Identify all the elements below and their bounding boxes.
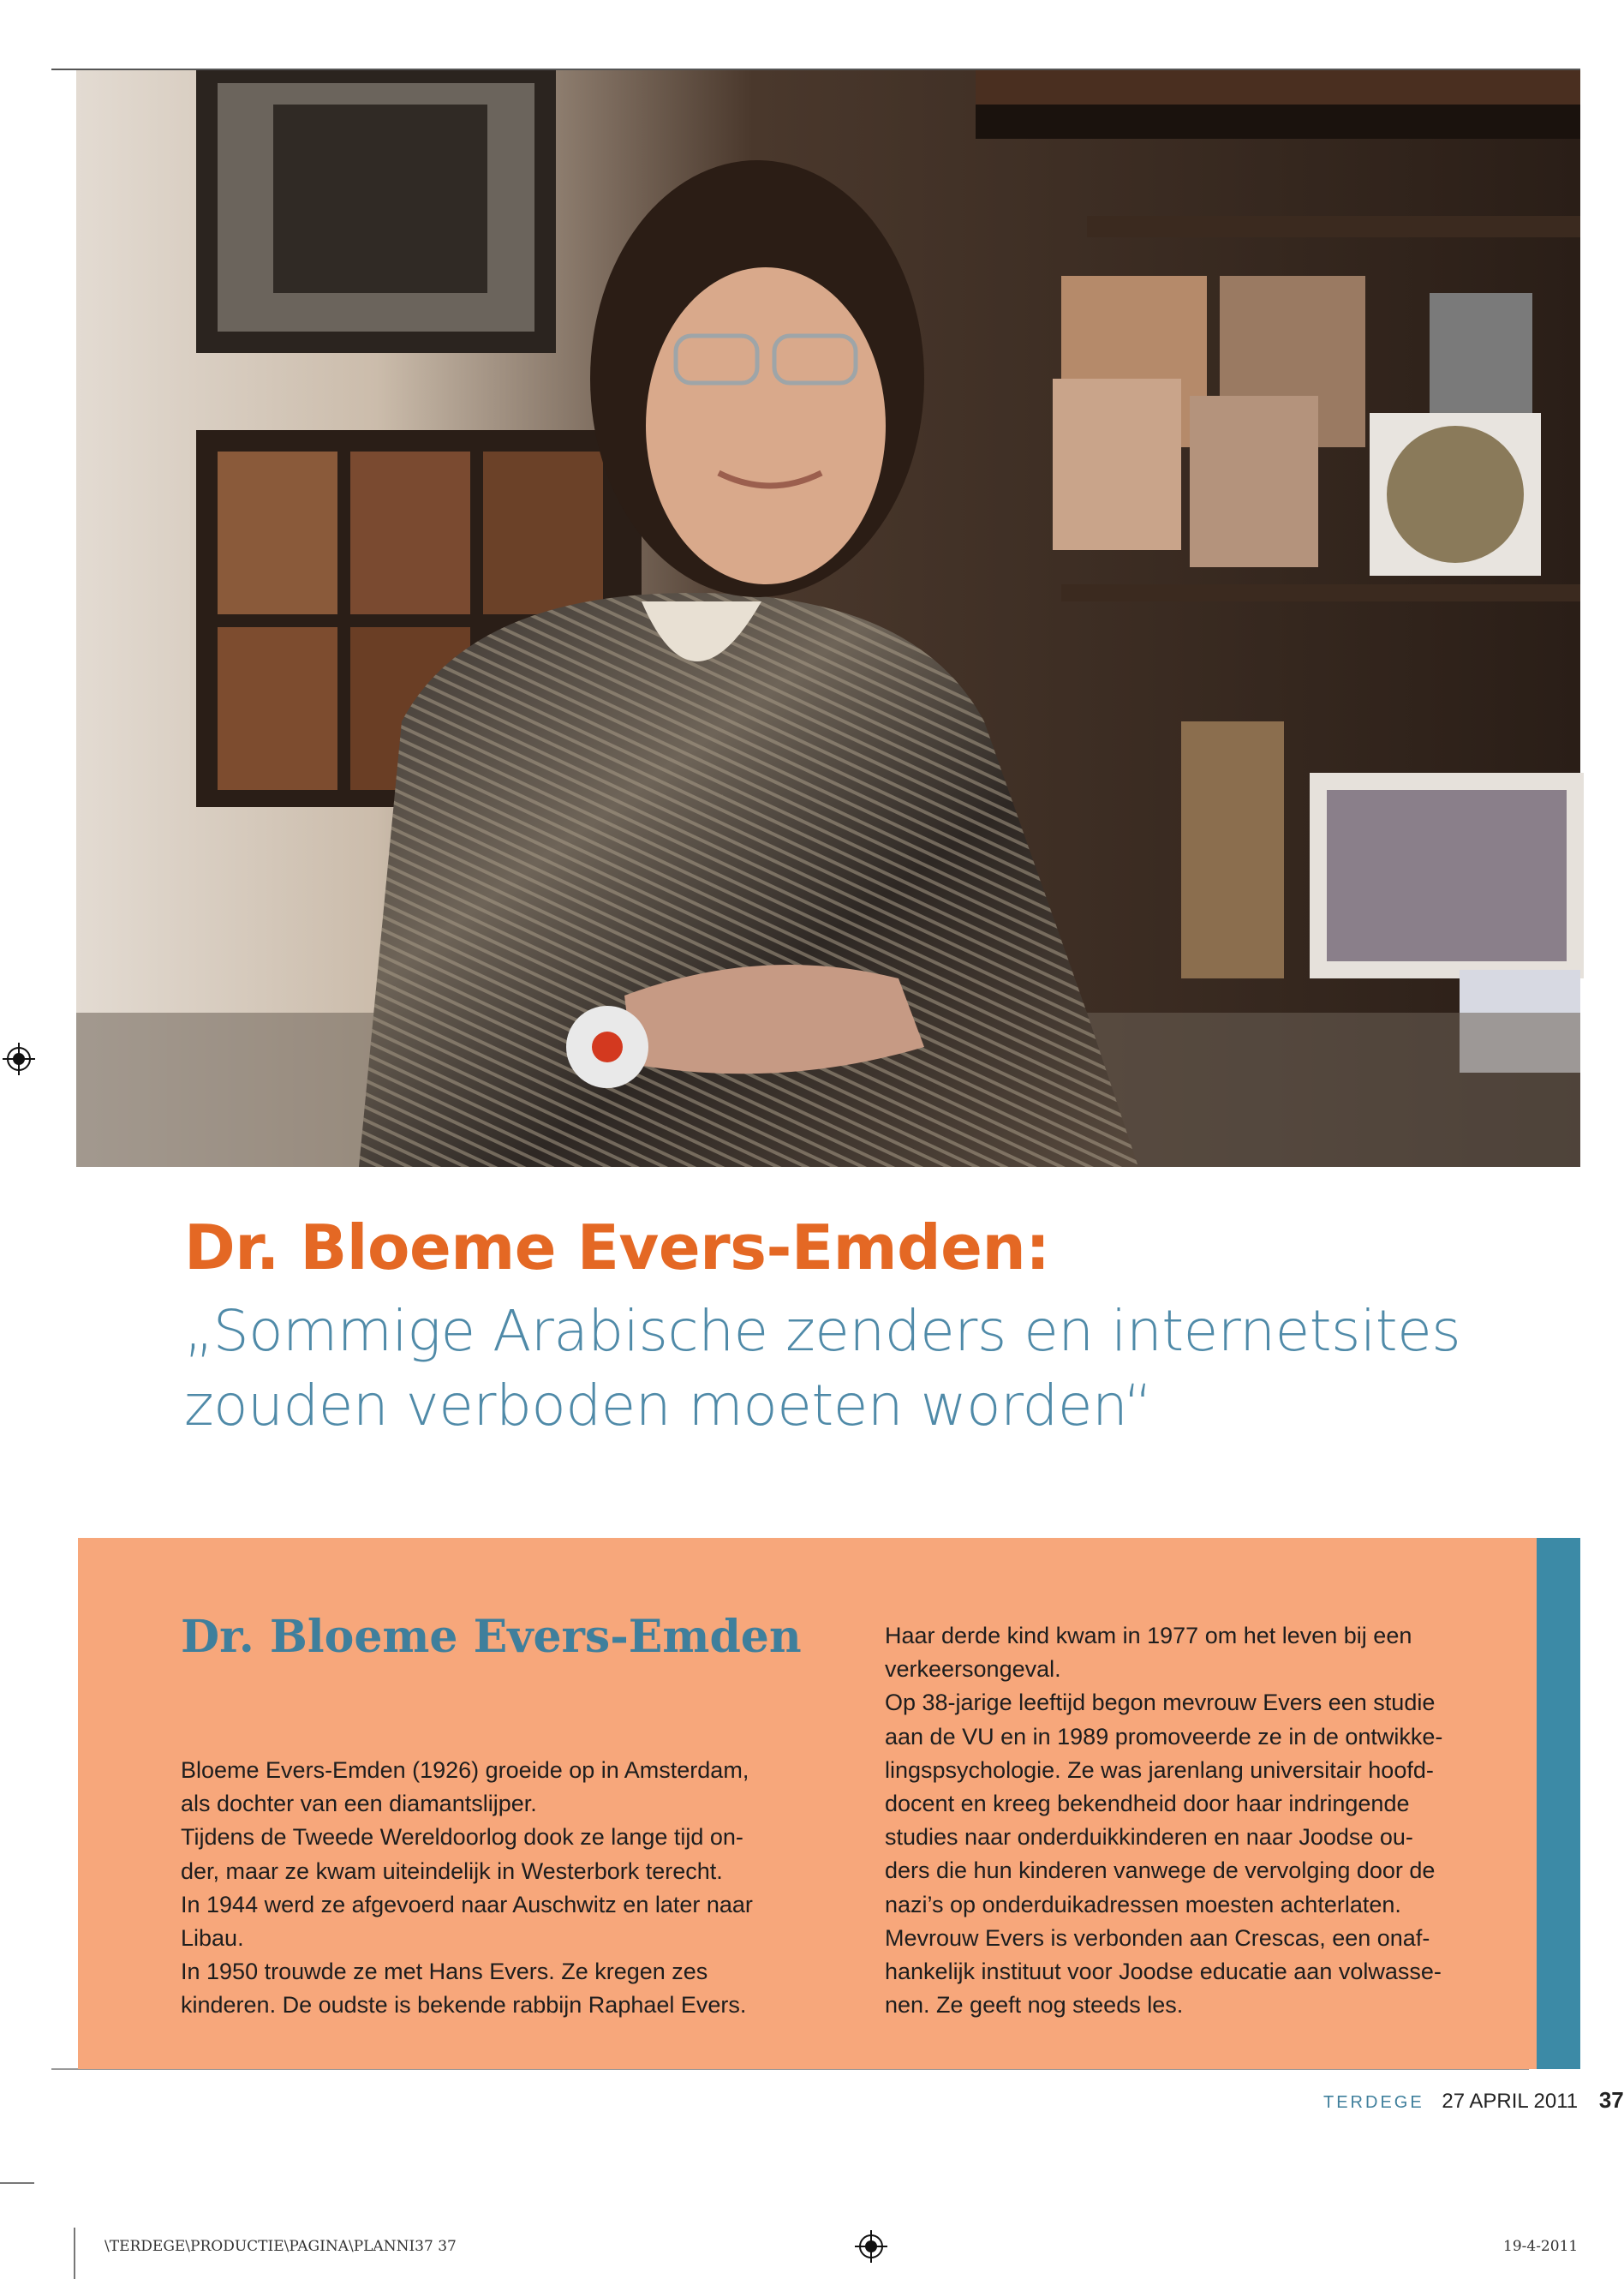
page-footer: [1323, 2087, 1624, 2114]
registration-mark-left: [3, 1043, 35, 1075]
text-line: nen. Ze geeft nog steeds les.: [885, 1992, 1184, 2019]
text-line: Op 38-jarige leeftijd begon mevrouw Evers een studie: [885, 1690, 1436, 1716]
text-line: verkeersongeval.: [885, 1656, 1061, 1683]
page-number: 37: [1598, 2087, 1624, 2113]
section-tab: [1537, 1538, 1580, 2069]
text-line: docent en kreeg bekendheid door haar indringende: [885, 1791, 1410, 1817]
biography-box: [78, 1538, 1537, 2069]
text-line: In 1950 trouwde ze met Hans Evers. Ze kregen zes: [181, 1959, 708, 1985]
text-line: kinderen. De oudste is bekende rabbijn Raphael Evers.: [181, 1992, 747, 2019]
issue-date: 27 APRIL 2011: [1442, 2090, 1579, 2113]
text-line: als dochter van een diamantslijper.: [181, 1791, 537, 1817]
text-line: In 1944 werd ze afgevoerd naar Auschwitz en later naar: [181, 1891, 753, 1917]
text-line: Mevrouw Evers is verbonden aan Crescas, een onaf-: [885, 1924, 1430, 1951]
text-line: studies naar onderduikkinderen en naar Joodse ou-: [885, 1824, 1413, 1851]
text-line: Libau.: [181, 1925, 244, 1952]
text-line: Bloeme Evers-Emden (1926) groeide op in Amsterdam,: [181, 1757, 749, 1783]
text-line: Tijdens de Tweede Wereldoorlog dook ze lange tijd on-: [181, 1824, 743, 1851]
biography-column-right: [885, 1619, 1519, 2022]
text-line: hankelijk instituut voor Joodse educatie aan volwasse-: [885, 1959, 1442, 1985]
registration-mark-bottom: [855, 2230, 887, 2263]
text-line: aan de VU en in 1989 promoveerde ze in de ontwikke-: [885, 1723, 1443, 1750]
portrait-photo: [76, 70, 1580, 1167]
print-date: 19-4-2011: [1503, 2238, 1579, 2255]
print-slug: \TERDEGE\PRODUCTIE\PAGINA\PLANNI37 37: [104, 2238, 457, 2255]
text-line: nazi’s op onderduikadressen moesten achterlaten.: [885, 1891, 1401, 1917]
crop-mark-bottom-left: [74, 2228, 75, 2279]
text-line: Haar derde kind kwam in 1977 om het leven bij een: [885, 1623, 1412, 1648]
article-subheadline: „Sommige Arabische zenders en internetsites zouden verboden moeten worden“: [184, 1298, 1461, 1439]
biography-title: Dr. Bloeme Evers-Emden: [181, 1611, 802, 1663]
article-headline: Dr. Bloeme Evers-Emden:: [184, 1211, 1050, 1283]
text-line: lingspsychologie. Ze was jarenlang universitair hoofd-: [885, 1756, 1434, 1783]
biography-column-left: [181, 1754, 797, 2023]
text-line: der, maar ze kwam uiteindelijk in Westerbork terecht.: [181, 1857, 723, 1884]
magazine-name: TERDEGE: [1323, 2093, 1424, 2112]
text-line: ders die hun kinderen vanwege de vervolging door de: [885, 1857, 1436, 1884]
crop-mark-left: [0, 2182, 34, 2184]
